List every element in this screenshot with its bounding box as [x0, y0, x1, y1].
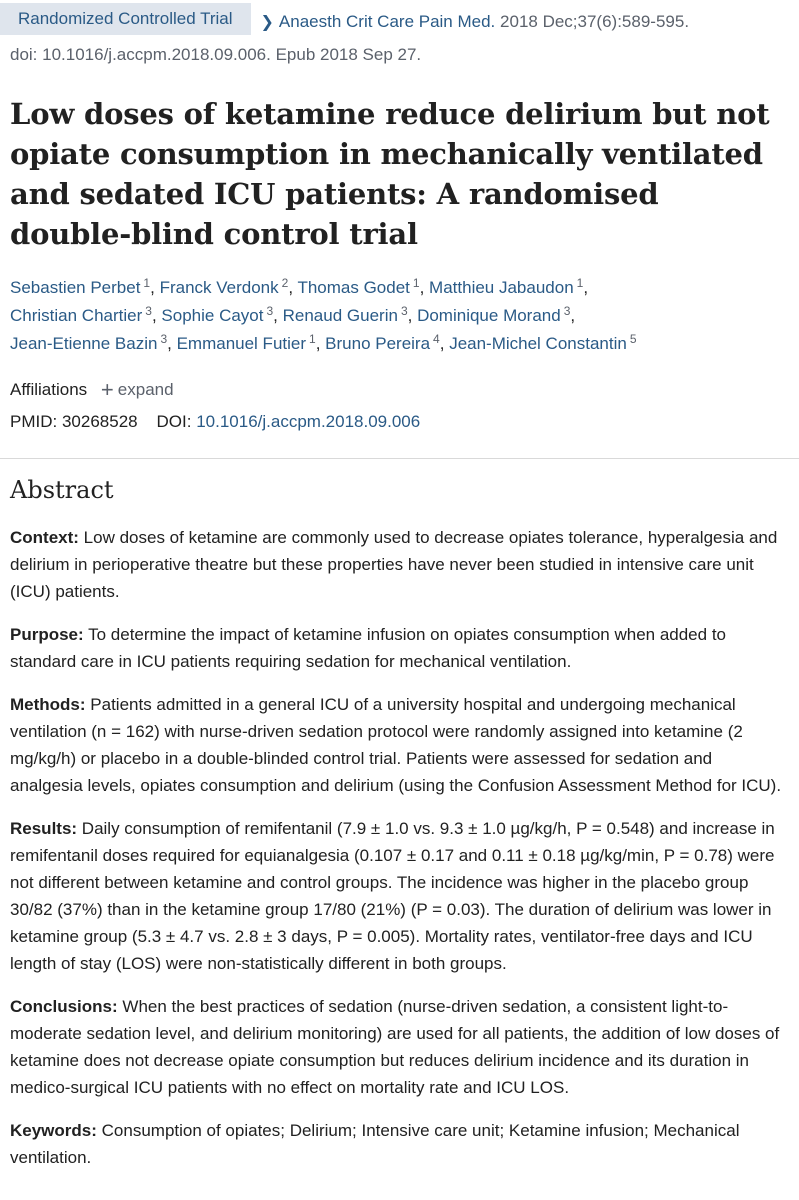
conclusions-label: Conclusions: — [10, 997, 118, 1016]
affiliation-ref[interactable]: 1 — [143, 276, 151, 290]
author-item — [160, 278, 289, 297]
author-link[interactable]: Jean-Michel Constantin — [449, 334, 627, 353]
pmid-label: PMID: — [10, 412, 58, 431]
author-link[interactable]: Thomas Godet — [297, 278, 410, 297]
author-item — [161, 306, 273, 325]
keywords-label: Keywords: — [10, 1121, 97, 1140]
abstract-purpose — [10, 621, 789, 675]
results-text: Daily consumption of remifentanil (7.9 ± 1.0 vs. 9.3 ± 1.0 µg/kg/h, P = 0.548) and increase in remifentanil doses required for equianalgesia (0.107 ± 0.17 and 0.11 ± 0.18 µg/kg/min, P = 0.78) were not different between ketamine and control groups. The incidence was higher in the placebo group 30/82 (37%) than in the ketamine group 17/80 (21%) (P = 0.03). The duration of delirium was lower in ketamine group (5.3 ± 4.7 vs. 2.8 ± 3 days, P = 0.005). Mortality rates, ventilator-free days and ICU length of stay (LOS) were non-statistically different in both groups. — [10, 819, 775, 973]
journal-link[interactable]: Anaesth Crit Care Pain Med. — [278, 12, 496, 31]
author-item — [10, 306, 152, 325]
section-divider — [0, 458, 799, 459]
affiliation-ref[interactable]: 4 — [433, 332, 440, 346]
author-link[interactable]: Franck Verdonk — [159, 278, 279, 297]
affiliation-ref[interactable]: 3 — [400, 304, 408, 318]
author-link[interactable]: Christian Chartier — [10, 306, 143, 325]
authors-list: Sebastien Perbet $^1$, Franck Verdonk $^2$, Thomas Godet $^1$, Matthieu Jabaudon $^1$, Christian Chartier $^3$, Sophie Cayot $^3$, Renaud Guerin $^3$, Dominique Morand $^3$, Jean-Etienne Bazin $^3$, Emmanuel Futier $^1$, Bruno Pereira $^4$, Jean-Michel Constantin $^5$ — [10, 276, 637, 353]
purpose-label: Purpose: — [10, 625, 84, 644]
abstract-keywords — [10, 1117, 789, 1171]
affiliation-ref[interactable]: 3 — [160, 332, 168, 346]
chevron-right-icon: ❯ — [260, 14, 274, 31]
abstract-methods — [10, 691, 789, 799]
context-text: Low doses of ketamine are commonly used to decrease opiates tolerance, hyperalgesia and delirium in perioperative theatre but these properties have never been studied in intensive care unit (ICU) patients. — [10, 528, 778, 601]
abstract-conclusions — [10, 993, 789, 1101]
author-link[interactable]: Bruno Pereira — [325, 334, 431, 353]
author-link[interactable]: Jean-Etienne Bazin — [10, 334, 158, 353]
purpose-text: To determine the impact of ketamine infusion on opiates consumption when added to standard care in ICU patients requiring sedation for mechanical ventilation. — [10, 625, 726, 671]
citation-bar — [10, 0, 789, 39]
abstract-context — [10, 524, 789, 605]
affiliation-ref[interactable]: 5 — [629, 332, 637, 346]
affiliation-ref[interactable]: 1 — [309, 332, 316, 346]
author-item — [283, 306, 408, 325]
author-link[interactable]: Sebastien Perbet — [10, 278, 141, 297]
article-title: Low doses of ketamine reduce delirium but not opiate consumption in mechanically ventilated and sedated ICU patients: A randomised double-blind control trial — [10, 97, 770, 251]
expand-label: expand — [117, 380, 174, 399]
citation-details: 2018 Dec;37(6):589-595. — [500, 12, 690, 31]
author-link[interactable]: Sophie Cayot — [161, 306, 264, 325]
author-item — [325, 334, 440, 353]
affiliations-expand-button[interactable]: + expand — [100, 377, 174, 402]
doi-link[interactable]: 10.1016/j.accpm.2018.09.006 — [196, 412, 421, 431]
author-link[interactable]: Matthieu Jabaudon — [429, 278, 574, 297]
author-link[interactable]: Dominique Morand — [417, 306, 561, 325]
keywords-text: Consumption of opiates; Delirium; Intensive care unit; Ketamine infusion; Mechanical ventilation. — [10, 1121, 740, 1167]
methods-label: Methods: — [10, 695, 86, 714]
author-item — [417, 306, 570, 325]
affiliation-ref[interactable]: 3 — [266, 304, 274, 318]
identifiers-row — [10, 409, 789, 435]
affiliation-ref[interactable]: 2 — [281, 276, 289, 290]
author-item — [429, 278, 583, 297]
pmid-value: 30268528 — [61, 412, 138, 431]
affiliation-ref[interactable]: 1 — [576, 276, 584, 290]
affiliation-ref[interactable]: 3 — [145, 304, 152, 318]
methods-text: Patients admitted in a general ICU of a university hospital and undergoing mechanical ventilation (n = 162) with nurse-driven sedation protocol were randomly assigned into ketamine (2 mg/kg/h) or placebo in a double-blinded control trial. Patients were assessed for sedation and analgesia levels, opiates consumption and delirium (using the Confusion Assessment Method for ICU). — [10, 695, 782, 795]
publication-type-badge[interactable]: Randomized Controlled Trial — [0, 3, 251, 35]
author-item — [10, 334, 167, 353]
doi-epub-line: doi: 10.1016/j.accpm.2018.09.006. Epub 2018 Sep 27. — [10, 45, 422, 64]
author-link[interactable]: Emmanuel Futier — [176, 334, 307, 353]
doi-label: DOI: — [156, 412, 192, 431]
abstract-results — [10, 815, 789, 977]
context-label: Context: — [10, 528, 79, 547]
affiliations-row — [10, 377, 789, 403]
author-link[interactable]: Renaud Guerin — [282, 306, 398, 325]
author-item — [297, 278, 419, 297]
affiliations-label: Affiliations — [10, 380, 88, 399]
abstract-heading: Abstract — [10, 476, 114, 504]
conclusions-text: When the best practices of sedation (nurse-driven sedation, a consistent light-to-moderate sedation level, and delirium monitoring) are used for all patients, the addition of low doses of ketamine does not decrease opiate consumption but reduces delirium incidence and its duration in medico-surgical ICU patients with no effect on mortality rate and ICU LOS. — [10, 997, 780, 1097]
affiliation-ref[interactable]: 1 — [412, 276, 420, 290]
affiliation-ref[interactable]: 3 — [563, 304, 571, 318]
author-item — [177, 334, 316, 353]
results-label: Results: — [10, 819, 78, 838]
author-item — [10, 278, 150, 297]
author-item — [449, 334, 636, 353]
